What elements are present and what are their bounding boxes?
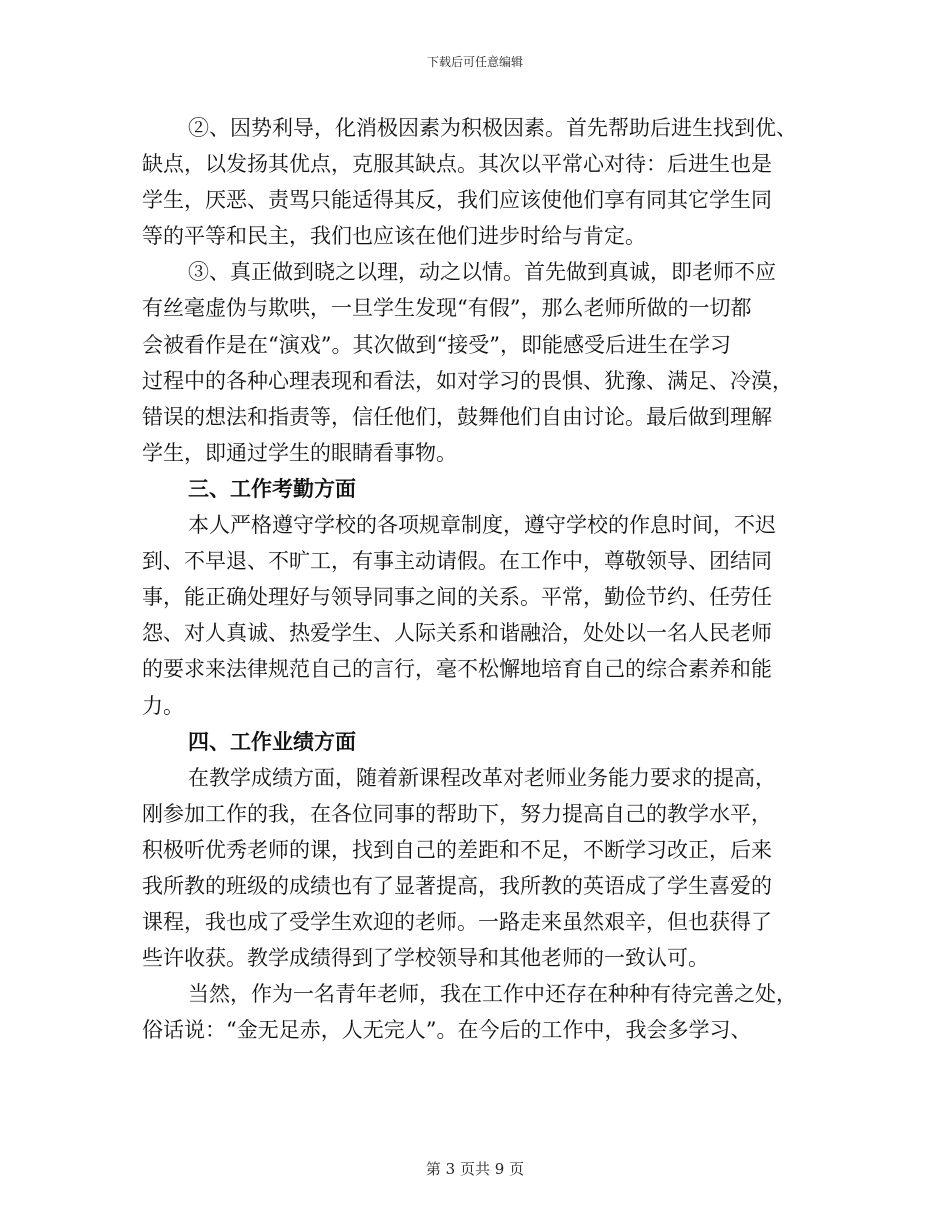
paragraph-line: 怨、对人真诚、热爱学生、人际关系和谐融洽，处处以一名人民老师 xyxy=(142,621,772,646)
paragraph-line: 学生，即通过学生的眼睛看事物。 xyxy=(142,440,457,465)
paragraph-line: 有丝毫虚伪与欺哄，一旦学生发现“有假”，那么老师所做的一切都 xyxy=(142,296,752,321)
paragraph-line: 我所教的班级的成绩也有了显著提高，我所教的英语成了学生喜爱的 xyxy=(142,873,772,898)
paragraph-line: 当然，作为一名青年老师，我在工作中还存在种种有待完善之处， xyxy=(188,982,797,1007)
section-heading: 三、工作考勤方面 xyxy=(188,475,356,501)
paragraph-line: 错误的想法和指责等，信任他们，鼓舞他们自由讨论。最后做到理解 xyxy=(142,404,772,429)
paragraph-line: 等的平等和民主，我们也应该在他们进步时给与肯定。 xyxy=(142,224,646,249)
paragraph-line: 学生，厌恶、责骂只能适得其反，我们应该使他们享有同其它学生同 xyxy=(142,188,772,213)
page-footer: 第 3 页共 9 页 xyxy=(425,1160,525,1178)
paragraph-line: 到、不早退、不旷工，有事主动请假。在工作中，尊敬领导、团结同 xyxy=(142,549,772,574)
paragraph-line: 在教学成绩方面，随着新课程改革对老师业务能力要求的提高， xyxy=(188,765,776,790)
page-header: 下载后可任意编辑 xyxy=(426,55,523,69)
paragraph-line: 些许收获。教学成绩得到了学校领导和其他老师的一致认可。 xyxy=(142,946,709,971)
paragraph-line: 本人严格遵守学校的各项规章制度，遵守学校的作息时间，不迟 xyxy=(188,513,776,538)
paragraph-line: 力。 xyxy=(142,693,184,718)
section-heading: 四、工作业绩方面 xyxy=(188,728,356,754)
paragraph-line: 过程中的各种心理表现和看法，如对学习的畏惧、犹豫、满足、冷漠， xyxy=(142,368,793,393)
paragraph-line: 的要求来法律规范自己的言行，毫不松懈地培育自己的综合素养和能 xyxy=(142,657,772,682)
paragraph-line: ②、因势利导，化消极因素为积极因素。首先帮助后进生找到优、 xyxy=(188,116,797,140)
paragraph-line: 事，能正确处理好与领导同事之间的关系。平常，勤俭节约、任劳任 xyxy=(142,585,772,610)
document-body xyxy=(142,110,810,1048)
paragraph-line: 缺点，以发扬其优点，克服其缺点。其次以平常心对待：后进生也是 xyxy=(142,152,772,177)
paragraph-line: 刚参加工作的我，在各位同事的帮助下，努力提高自己的教学水平， xyxy=(142,801,772,826)
paragraph-line: 课程，我也成了受学生欢迎的老师。一路走来虽然艰辛，但也获得了 xyxy=(142,910,772,935)
paragraph-line: 俗话说：“金无足赤，人无完人”。在今后的工作中，我会多学习、 xyxy=(142,1018,752,1043)
paragraph-line: 会被看作是在“演戏”。其次做到“接受”，即能感受后进生在学习 xyxy=(142,332,731,357)
paragraph-line: 积极听优秀老师的课，找到自己的差距和不足，不断学习改正，后来 xyxy=(142,837,772,862)
paragraph-line: ③、真正做到晓之以理，动之以情。首先做到真诚，即老师不应 xyxy=(188,260,776,285)
